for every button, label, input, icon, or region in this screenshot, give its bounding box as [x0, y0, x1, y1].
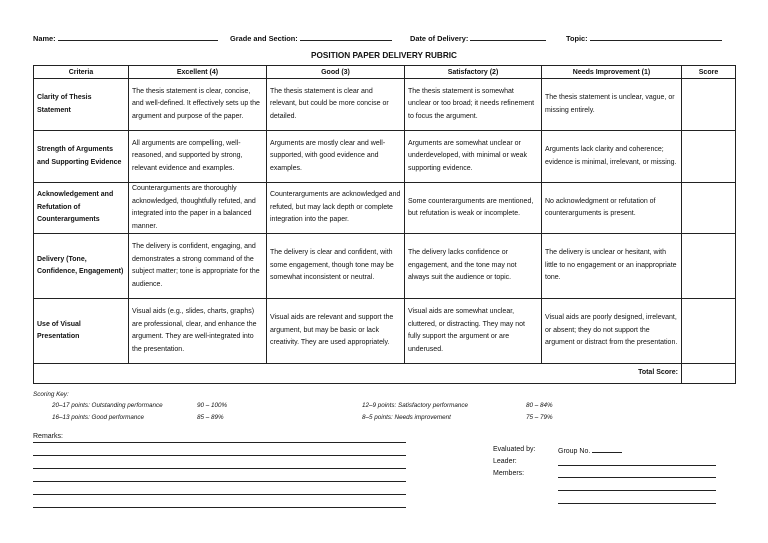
- leader-line[interactable]: [558, 465, 716, 466]
- column-header: Criteria: [34, 66, 129, 79]
- total-score-cell[interactable]: [682, 364, 736, 384]
- excellent-cell: Counterarguments are thoroughly acknowledged, thoughtfully refuted, and integrated into the paper in a balanced manner.: [129, 183, 267, 234]
- criteria-cell: Acknowledgement and Refutation of Counterarguments: [34, 183, 129, 234]
- needs-improvement-cell: Arguments lack clarity and coherence; evidence is minimal, irrelevant, or missing.: [542, 131, 682, 183]
- remarks-line[interactable]: [33, 468, 406, 469]
- topic-field[interactable]: [566, 33, 722, 43]
- total-score-label: Total Score:: [34, 364, 682, 384]
- scoring-key-range: 20–17 points: Outstanding performance: [52, 402, 163, 409]
- table-row: [34, 79, 736, 131]
- satisfactory-cell: The thesis statement is somewhat unclear or too broad; it needs refinement to focus the argument.: [405, 79, 542, 131]
- column-header: Excellent (4): [129, 66, 267, 79]
- group-no-label: Group No.: [558, 448, 591, 455]
- good-cell: The delivery is clear and confident, with some engagement, though tone may be somewhat inconsistent or neutral.: [267, 234, 405, 299]
- needs-improvement-cell: Visual aids are poorly designed, irrelevant, or absent; they do not support the argument or distract from the presentation.: [542, 299, 682, 364]
- group-no-field[interactable]: [558, 446, 622, 455]
- score-cell[interactable]: [682, 131, 736, 183]
- needs-improvement-cell: The thesis statement is unclear, vague, or missing entirely.: [542, 79, 682, 131]
- satisfactory-cell: Visual aids are somewhat unclear, cluttered, or distracting. They may not fully support the argument or are underused.: [405, 299, 542, 364]
- scoring-key-range: 12–9 points: Satisfactory performance: [362, 402, 469, 409]
- member-line[interactable]: [558, 503, 716, 504]
- scoring-key-percent: 90 – 100%: [197, 402, 228, 409]
- excellent-cell: The delivery is confident, engaging, and demonstrates a strong command of the subject matter; tone is appropriate for the audience.: [129, 234, 267, 299]
- excellent-cell: Visual aids (e.g., slides, charts, graphs) are professional, clear, and enhance the argument. They are well-integrated into the presentation.: [129, 299, 267, 364]
- table-header-row: [34, 66, 736, 79]
- remarks-line[interactable]: [33, 455, 406, 456]
- good-cell: Visual aids are relevant and support the argument, but may be basic or lack creativity. They are used appropriately.: [267, 299, 405, 364]
- name-field[interactable]: [33, 33, 218, 43]
- member-line[interactable]: [558, 477, 716, 478]
- scoring-key-range: 16–13 points: Good performance: [52, 414, 145, 421]
- member-line[interactable]: [558, 490, 716, 491]
- score-cell[interactable]: [682, 183, 736, 234]
- excellent-cell: All arguments are compelling, well-reasoned, and supported by strong, relevant evidence and examples.: [129, 131, 267, 183]
- criteria-cell: Delivery (Tone, Confidence, Engagement): [34, 234, 129, 299]
- table-row: [34, 299, 736, 364]
- satisfactory-cell: Some counterarguments are mentioned, but refutation is weak or incomplete.: [405, 183, 542, 234]
- score-cell[interactable]: [682, 79, 736, 131]
- column-header: Good (3): [267, 66, 405, 79]
- table-row: [34, 131, 736, 183]
- column-header: Satisfactory (2): [405, 66, 542, 79]
- criteria-cell: Clarity of Thesis Statement: [34, 79, 129, 131]
- page-title: POSITION PAPER DELIVERY RUBRIC: [311, 51, 457, 60]
- needs-improvement-cell: The delivery is unclear or hesitant, with little to no engagement or an inappropriate tone.: [542, 234, 682, 299]
- scoring-key-range: 8–5 points: Needs improvement: [362, 414, 451, 421]
- scoring-key-percent: 75 – 79%: [526, 414, 553, 421]
- remarks-label: Remarks:: [33, 433, 63, 440]
- column-header: Score: [682, 66, 736, 79]
- topic-blank[interactable]: [590, 33, 722, 41]
- grade-label: Grade and Section:: [230, 34, 298, 43]
- group-no-blank[interactable]: [592, 446, 622, 453]
- satisfactory-cell: Arguments are somewhat unclear or underdeveloped, with minimal or weak supporting evidence.: [405, 131, 542, 183]
- date-blank[interactable]: [470, 33, 546, 41]
- good-cell: Arguments are mostly clear and well-supported, with good evidence and examples.: [267, 131, 405, 183]
- name-blank[interactable]: [58, 33, 218, 41]
- grade-blank[interactable]: [300, 33, 392, 41]
- remarks-line[interactable]: [33, 494, 406, 495]
- remarks-line[interactable]: [33, 507, 406, 508]
- leader-label: Leader:: [493, 458, 517, 465]
- scoring-key-title: Scoring Key:: [33, 391, 69, 398]
- remarks-line[interactable]: [33, 442, 406, 443]
- criteria-cell: Use of Visual Presentation: [34, 299, 129, 364]
- topic-label: Topic:: [566, 34, 588, 43]
- table-row: [34, 183, 736, 234]
- satisfactory-cell: The delivery lacks confidence or engagement, and the tone may not always suit the audience or topic.: [405, 234, 542, 299]
- members-label: Members:: [493, 470, 525, 477]
- scoring-key-percent: 85 – 89%: [197, 414, 224, 421]
- remarks-line[interactable]: [33, 481, 406, 482]
- excellent-cell: The thesis statement is clear, concise, and well-defined. It effectively sets up the argument and purpose of the paper.: [129, 79, 267, 131]
- needs-improvement-cell: No acknowledgment or refutation of counterarguments is present.: [542, 183, 682, 234]
- criteria-cell: Strength of Arguments and Supporting Evidence: [34, 131, 129, 183]
- grade-field[interactable]: [230, 33, 392, 43]
- table-row: [34, 234, 736, 299]
- column-header: Needs Improvement (1): [542, 66, 682, 79]
- total-row: [34, 364, 736, 384]
- date-field[interactable]: [410, 33, 546, 43]
- evaluated-by-label: Evaluated by:: [493, 446, 536, 453]
- rubric-table: [33, 65, 736, 384]
- scoring-key-percent: 80 – 84%: [526, 402, 553, 409]
- score-cell[interactable]: [682, 299, 736, 364]
- good-cell: Counterarguments are acknowledged and refuted, but may lack depth or complete integration into the paper.: [267, 183, 405, 234]
- good-cell: The thesis statement is clear and relevant, but could be more concise or detailed.: [267, 79, 405, 131]
- date-label: Date of Delivery:: [410, 34, 469, 43]
- name-label: Name:: [33, 34, 56, 43]
- score-cell[interactable]: [682, 234, 736, 299]
